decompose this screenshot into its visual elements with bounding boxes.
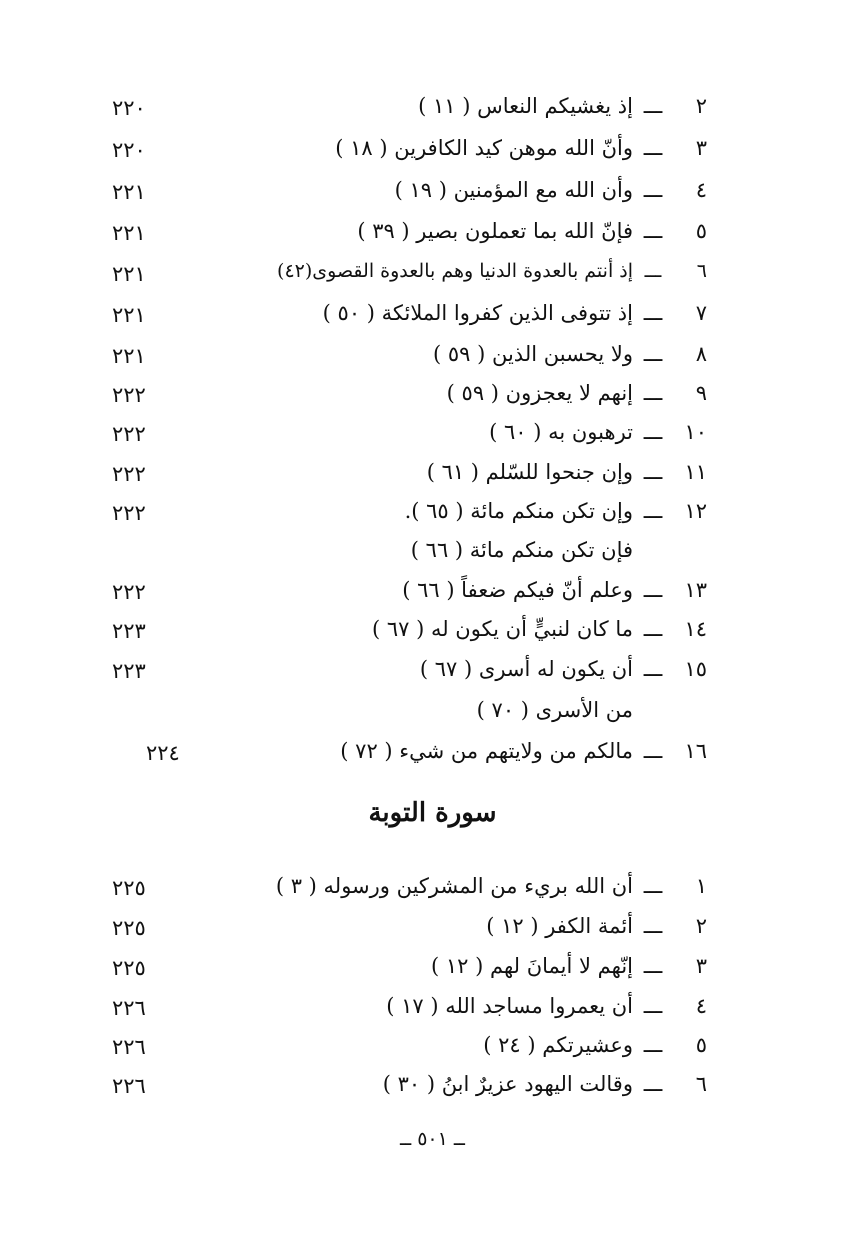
page-number: ٢٢٢: [112, 383, 146, 407]
page-number: ٢٢٤: [146, 741, 180, 765]
index-entry: [0, 338, 865, 376]
index-entry: [0, 456, 865, 494]
entry-number: ١٥: [684, 657, 707, 681]
page-number: ٢٢٢: [112, 501, 146, 525]
entry-dash: ـــ: [643, 460, 663, 484]
entry-dash: ـــ: [643, 136, 663, 160]
entry-dash: ـــ: [643, 420, 663, 444]
page-number: ٢٢١: [112, 180, 146, 204]
page-number: ٢٢٢: [112, 580, 146, 604]
entry-text: وأن الله مع المؤمنين ( ١٩ ): [394, 178, 633, 202]
page-number: ٢٢١: [112, 303, 146, 327]
index-entry: [0, 495, 865, 533]
entry-text: وإن جنحوا للسّلم ( ٦١ ): [426, 460, 633, 484]
index-entry-continuation: [0, 534, 865, 572]
entry-number: ١٦: [684, 739, 707, 763]
entry-dash: ـــ: [643, 657, 663, 681]
entry-dash: ـــ: [644, 260, 662, 282]
entry-number: ٦: [696, 260, 707, 282]
index-entry: [0, 132, 865, 170]
index-entry: [0, 653, 865, 691]
entry-text: فإنّ الله بما تعملون بصير ( ٣٩ ): [357, 219, 633, 243]
entry-dash: ـــ: [643, 1033, 663, 1057]
entry-text: أن يكون له أسرى ( ٦٧ ): [419, 657, 633, 681]
entry-number: ٢: [695, 94, 707, 118]
entry-text: أن يعمروا مساجد الله ( ١٧ ): [386, 994, 633, 1018]
entry-number: ١: [695, 874, 707, 898]
entry-dash: ـــ: [643, 219, 663, 243]
page-number: ٢٢٣: [112, 659, 146, 683]
entry-text: ترهبون به ( ٦٠ ): [489, 420, 633, 444]
entry-dash: ـــ: [643, 994, 663, 1018]
entry-number: ٣: [695, 136, 707, 160]
entry-dash: ـــ: [643, 94, 663, 118]
index-entry: [0, 1068, 865, 1106]
entry-text: مالكم من ولايتهم من شيء ( ٧٢ ): [340, 739, 633, 763]
page-footer-number: ــ ٥٠١ ــ: [400, 1128, 465, 1150]
page-number: ٢٢٢: [112, 462, 146, 486]
page-number: ٢٢٥: [112, 956, 146, 980]
index-entry: [0, 574, 865, 612]
page-number: ٢٢٥: [112, 876, 146, 900]
entry-continuation-text: من الأسرى ( ٧٠ ): [476, 698, 633, 722]
index-entry-continuation: [0, 694, 865, 732]
entry-text: إذ يغشيكم النعاس ( ١١ ): [418, 94, 633, 118]
entry-text: وعلم أنّ فيكم ضعفاً ( ٦٦ ): [402, 578, 633, 602]
page-number: ٢٢١: [112, 221, 146, 245]
page-number: ٢٢٥: [112, 916, 146, 940]
page-number: ٢٢٠: [112, 96, 146, 120]
index-entry: [0, 735, 865, 773]
page-number: ٢٢٦: [112, 1074, 146, 1098]
entry-text: وقالت اليهود عزيرٌ ابنُ ( ٣٠ ): [382, 1072, 633, 1096]
entry-text: إنهم لا يعجزون ( ٥٩ ): [446, 381, 633, 405]
entry-dash: ـــ: [643, 617, 663, 641]
entry-continuation-text: فإن تكن منكم مائة ( ٦٦ ): [410, 538, 633, 562]
entry-text: أن الله بريء من المشركين ورسوله ( ٣ ): [275, 874, 633, 898]
page-number: ٢٢١: [112, 344, 146, 368]
index-entry: [0, 90, 865, 128]
entry-text: إنّهم لا أيمانَ لهم ( ١٢ ): [430, 954, 633, 978]
entry-number: ٥: [695, 219, 707, 243]
entry-dash: ـــ: [643, 342, 663, 366]
entry-number: ١٤: [684, 617, 707, 641]
index-entry: [0, 613, 865, 651]
entry-number: ٨: [695, 342, 707, 366]
page-number: ٢٢٦: [112, 996, 146, 1020]
entry-text: إذ تتوفى الذين كفروا الملائكة ( ٥٠ ): [322, 301, 633, 325]
index-entry: [0, 297, 865, 335]
index-entry: [0, 950, 865, 988]
index-entry: [0, 215, 865, 253]
page-number: ٢٢٦: [112, 1035, 146, 1059]
entry-dash: ـــ: [643, 381, 663, 405]
entry-dash: ـــ: [643, 178, 663, 202]
entry-number: ٤: [695, 994, 707, 1018]
entry-number: ٥: [695, 1033, 707, 1057]
entry-number: ٢: [695, 914, 707, 938]
entry-dash: ـــ: [643, 874, 663, 898]
entry-dash: ـــ: [643, 499, 663, 523]
entry-dash: ـــ: [643, 1072, 663, 1096]
page-number: ٢٢٢: [112, 422, 146, 446]
entry-number: ٣: [695, 954, 707, 978]
entry-number: ٦: [695, 1072, 707, 1096]
index-entry: [0, 174, 865, 212]
index-entry: [0, 910, 865, 948]
entry-text: ما كان لنبيٍّ أن يكون له ( ٦٧ ): [371, 617, 633, 641]
entry-dash: ـــ: [643, 301, 663, 325]
entry-text: ولا يحسبن الذين ( ٥٩ ): [433, 342, 633, 366]
entry-text: إذ أنتم بالعدوة الدنيا وهم بالعدوة القصوى(٤٢): [277, 260, 633, 282]
entry-text: وعشيرتكم ( ٢٤ ): [483, 1033, 633, 1057]
entry-dash: ـــ: [643, 578, 663, 602]
entry-text: وأنّ الله موهن كيد الكافرين ( ١٨ ): [335, 136, 633, 160]
entry-text: وإن تكن منكم مائة ( ٦٥ ).: [404, 499, 633, 523]
entry-number: ١١: [684, 460, 707, 484]
index-entry: [0, 377, 865, 415]
entry-number: ٩: [695, 381, 707, 405]
entry-dash: ـــ: [643, 914, 663, 938]
index-entry: [0, 416, 865, 454]
page-number: ٢٢٣: [112, 619, 146, 643]
entry-number: ١٣: [684, 578, 707, 602]
index-entry: [0, 256, 865, 294]
page-number: ٢٢١: [112, 262, 146, 286]
entry-text: أئمة الكفر ( ١٢ ): [486, 914, 633, 938]
surah-heading: سورة التوبة: [368, 798, 497, 828]
entry-number: ٤: [695, 178, 707, 202]
entry-dash: ـــ: [643, 739, 663, 763]
page-number: ٢٢٠: [112, 138, 146, 162]
entry-dash: ـــ: [643, 954, 663, 978]
index-entry: [0, 1029, 865, 1067]
entry-number: ١٠: [684, 420, 707, 444]
index-entry: [0, 870, 865, 908]
index-entry: [0, 990, 865, 1028]
entry-number: ٧: [695, 301, 707, 325]
entry-number: ١٢: [684, 499, 707, 523]
